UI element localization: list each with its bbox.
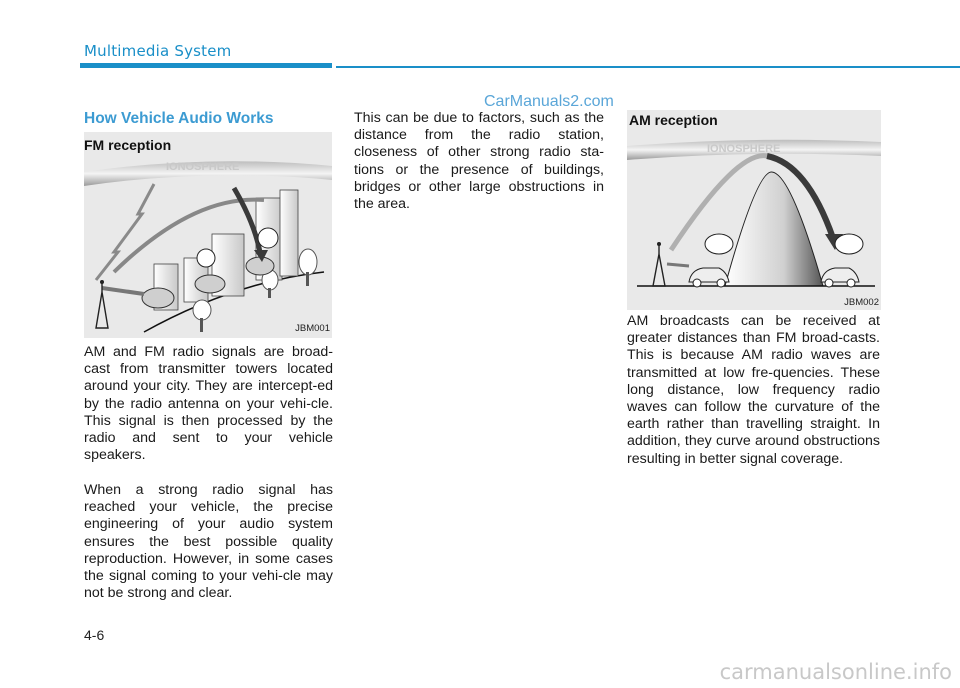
fm-reception-figure <box>84 132 332 338</box>
paragraph-3: This can be due to factors, such as the distance from the radio station, closeness of other strong radio sta-tions or the presence of buildings, bridges or other large obstructions in the area. <box>354 110 604 213</box>
paragraph-1: AM and FM radio signals are broad-cast from transmitter towers located around your city. They are intercept-ed by the radio antenna on your vehi-cle. This signal is then processed by the radio and sent to your vehicle speakers. <box>84 344 333 464</box>
fm-figure-code: JBM001 <box>295 323 330 334</box>
transmitter-tower-icon <box>96 292 108 328</box>
am-reception-figure <box>627 110 881 310</box>
radio-bubble-left-icon <box>705 234 733 254</box>
section-title: How Vehicle Audio Works <box>84 110 274 127</box>
page-number: 4-6 <box>84 627 105 643</box>
paragraph-4: AM broadcasts can be received at greater distances than FM broad-casts. This is because AM radio waves are transmitted at low fre-quencies. These long distance, low frequency radio waves can follow the curvature of the earth rather than travelling straight. In addition, they curve around obstructions resulting in better signal coverage. <box>627 313 880 467</box>
fm-figure-label: FM reception <box>84 137 172 153</box>
reflected-signal-icon <box>96 184 154 280</box>
header-title: Multimedia System <box>84 42 232 60</box>
direct-signal-arrow <box>102 288 144 294</box>
radio-bubble-right-icon <box>835 234 863 254</box>
paragraph-2: When a strong radio signal has reached your vehicle, the precise engineering of your audio system ensures the best possible quality reproduction. However, in some cases the signal coming to your vehi-cle may not be strong and clear. <box>84 482 333 602</box>
header-bar-thin <box>336 66 960 68</box>
fm-illustration <box>84 132 332 338</box>
am-figure-label: AM reception <box>629 112 718 128</box>
watermark-bottom: carmanualsonline.info <box>719 660 952 684</box>
am-illustration <box>627 110 881 310</box>
watermark-top: CarManuals2.com <box>484 93 614 110</box>
header-bar-thick <box>80 63 332 68</box>
fm-ionosphere-label: IONOSPHERE <box>166 161 240 173</box>
am-transmitter-tower-icon <box>653 254 665 286</box>
am-figure-code: JBM002 <box>844 297 879 308</box>
am-ionosphere-label: IONOSPHERE <box>707 143 781 155</box>
